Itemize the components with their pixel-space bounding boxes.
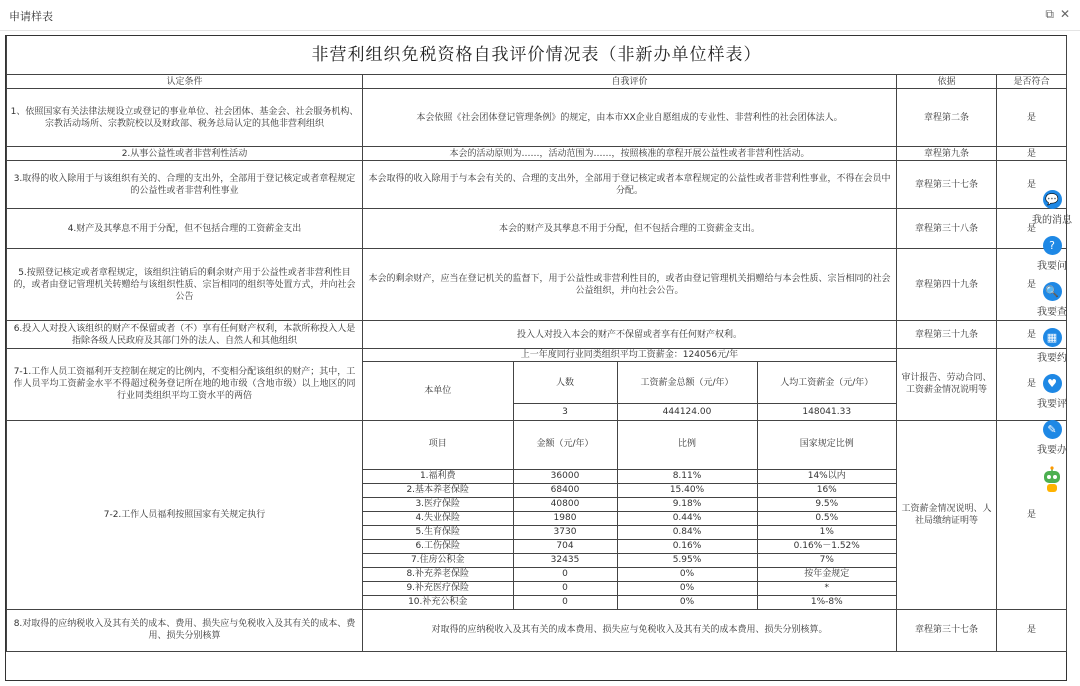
welfare-row — [363, 469, 896, 483]
welfare-amount: 32435 — [513, 553, 617, 567]
welfare-standard: 0.5% — [757, 511, 896, 525]
col-header: 国家规定比例 — [757, 421, 896, 470]
menu-label: 我要查 — [1037, 307, 1067, 318]
basis-cell: 章程第二条 — [897, 89, 997, 147]
menu-label: 我要办 — [1037, 445, 1067, 456]
condition-cell: 4.财产及其孳息不用于分配，但不包括合理的工资薪金支出 — [7, 209, 363, 249]
welfare-row — [363, 567, 896, 581]
compliant-cell: 是 — [997, 249, 1067, 321]
welfare-amount: 0 — [513, 567, 617, 581]
salary-cell — [363, 349, 897, 421]
menu-query[interactable] — [1026, 282, 1078, 318]
welfare-standard: 1% — [757, 525, 896, 539]
avg-salary-value: 148041.33 — [757, 404, 896, 420]
welfare-item: 5.生育保险 — [363, 525, 513, 539]
table-row — [7, 249, 1067, 321]
welfare-item: 4.失业保险 — [363, 511, 513, 525]
search-icon: 🔍 — [1043, 282, 1062, 301]
welfare-row — [363, 483, 896, 497]
col-header: 人均工资薪金（元/年） — [757, 362, 896, 404]
basis-cell: 章程第三十七条 — [897, 161, 997, 209]
welfare-standard: 16% — [757, 483, 896, 497]
header-compliant: 是否符合 — [997, 75, 1067, 89]
compliant-cell: 是 — [997, 161, 1067, 209]
condition-cell: 5.按照登记核定或者章程规定，该组织注销后的剩余财产用于公益性或者非营利性目的，或者由登记管理机关转赠给与该组织性质、宗旨相同的组织等处置方式，并向社会公告 — [7, 249, 363, 321]
condition-cell: 7-2.工作人员福利按照国家有关规定执行 — [7, 420, 363, 609]
welfare-ratio: 15.40% — [617, 483, 757, 497]
menu-label: 我要评 — [1037, 399, 1067, 410]
eval-cell: 本会取得的收入除用于与本会有关的、合理的支出外，全部用于登记核定或者本章程规定的公益性或者非营利性事业，不得在会员中分配。 — [363, 161, 897, 209]
welfare-row — [363, 497, 896, 511]
welfare-row — [363, 539, 896, 553]
eval-cell: 本会依照《社会团体登记管理条例》的规定，由本市XX企业自愿组成的专业性、非营利性的社会团体法人。 — [363, 89, 897, 147]
table-row — [7, 161, 1067, 209]
eval-cell: 本会的财产及其孳息不用于分配，但不包括合理的工资薪金支出。 — [363, 209, 897, 249]
basis-cell: 工资薪金情况说明、人社局缴纳证明等 — [897, 420, 997, 609]
welfare-ratio: 0% — [617, 567, 757, 581]
condition-cell: 8.对取得的应纳税收入及其有关的成本、费用、损失应与免税收入及其有关的成本、费用、损失分别核算 — [7, 609, 363, 651]
sheet-title: 非营利组织免税资格自我评价情况表（非新办单位样表） — [7, 36, 1067, 75]
eval-cell: 本会的活动原则为……，活动范围为……，按照核准的章程开展公益性或者非营利性活动。 — [363, 147, 897, 161]
compliant-cell: 是 — [997, 209, 1067, 249]
restore-icon[interactable]: ⧉ — [1045, 7, 1054, 21]
table-row-7-2 — [7, 420, 1067, 609]
header-condition: 认定条件 — [7, 75, 363, 89]
welfare-item: 9.补充医疗保险 — [363, 581, 513, 595]
col-header: 金额（元/年） — [513, 421, 617, 470]
condition-cell: 1、依照国家有关法律法规设立或登记的事业单位、社会团体、基金会、社会服务机构、宗教活动场所、宗教院校以及财政部、税务总局认定的其他非营利组织 — [7, 89, 363, 147]
welfare-item: 6.工伤保险 — [363, 539, 513, 553]
welfare-subtable — [363, 421, 896, 609]
welfare-row — [363, 511, 896, 525]
col-header: 比例 — [617, 421, 757, 470]
heart-icon: ♥ — [1043, 374, 1062, 393]
basis-cell: 审计报告、劳动合同、工资薪金情况说明等 — [897, 349, 997, 421]
menu-handle[interactable] — [1026, 420, 1078, 456]
welfare-ratio: 0% — [617, 595, 757, 608]
salary-subtable — [363, 349, 896, 420]
col-header: 人数 — [513, 362, 617, 404]
welfare-ratio: 5.95% — [617, 553, 757, 567]
condition-cell: 3.取得的收入除用于与该组织有关的、合理的支出外，全部用于登记核定或者章程规定的公益性或者非营利性事业 — [7, 161, 363, 209]
welfare-amount: 68400 — [513, 483, 617, 497]
eval-cell: 投入人对投入本会的财产不保留或者享有任何财产权利。 — [363, 321, 897, 349]
calendar-icon: ▦ — [1043, 328, 1062, 347]
welfare-amount: 704 — [513, 539, 617, 553]
welfare-amount: 40800 — [513, 497, 617, 511]
menu-appointment[interactable] — [1026, 328, 1078, 364]
question-icon: ? — [1043, 236, 1062, 255]
unit-label: 本单位 — [363, 362, 513, 420]
welfare-amount: 0 — [513, 595, 617, 608]
menu-rate[interactable] — [1026, 374, 1078, 410]
welfare-standard: * — [757, 581, 896, 595]
welfare-item: 1.福利费 — [363, 469, 513, 483]
evaluation-table — [6, 36, 1067, 652]
robot-icon — [1040, 466, 1064, 494]
basis-cell: 章程第九条 — [897, 147, 997, 161]
welfare-item: 10.补充公积金 — [363, 595, 513, 608]
welfare-ratio: 0.16% — [617, 539, 757, 553]
table-row — [7, 147, 1067, 161]
welfare-item: 2.基本养老保险 — [363, 483, 513, 497]
welfare-standard: 按年金规定 — [757, 567, 896, 581]
table-row-7-1 — [7, 349, 1067, 421]
window-titlebar — [0, 0, 1080, 31]
compliant-cell: 是 — [997, 147, 1067, 161]
welfare-row — [363, 525, 896, 539]
window-controls — [1039, 7, 1070, 22]
welfare-ratio: 0.84% — [617, 525, 757, 539]
chat-icon: 💬 — [1043, 190, 1062, 209]
welfare-ratio: 0% — [617, 581, 757, 595]
welfare-ratio: 8.11% — [617, 469, 757, 483]
welfare-ratio: 0.44% — [617, 511, 757, 525]
evaluation-sheet — [5, 35, 1067, 681]
welfare-row — [363, 581, 896, 595]
menu-ask[interactable] — [1026, 236, 1078, 272]
welfare-row — [363, 595, 896, 608]
compliant-cell: 是 — [997, 89, 1067, 147]
col-header: 工资薪金总额（元/年） — [617, 362, 757, 404]
close-icon[interactable]: ✕ — [1059, 7, 1070, 21]
welfare-standard: 1%-8% — [757, 595, 896, 608]
industry-average: 上一年度同行业同类组织平均工资薪金：124056元/年 — [520, 350, 739, 360]
menu-label: 我的消息 — [1032, 215, 1072, 226]
welfare-standard: 7% — [757, 553, 896, 567]
table-row — [7, 609, 1067, 651]
menu-label: 我要约 — [1037, 353, 1067, 364]
welfare-amount: 0 — [513, 581, 617, 595]
basis-cell: 章程第三十七条 — [897, 609, 997, 651]
compliant-cell: 是 — [997, 349, 1067, 421]
headcount-value: 3 — [513, 404, 617, 420]
eval-cell: 本会的剩余财产，应当在登记机关的监督下，用于公益性或非营利性目的，或者由登记管理机关捐赠给与本会性质、宗旨相同的社会公益组织，并向社会公告。 — [363, 249, 897, 321]
col-header: 项目 — [428, 439, 447, 450]
edit-icon: ✎ — [1043, 420, 1062, 439]
condition-cell: 7-1.工作人员工资福利开支控制在规定的比例内，不变相分配该组织的财产；其中，工作人员平均工资薪金水平不得超过税务登记所在地的地市级（含地市级）以上地区的同行业同类组织平均工资水平的两倍 — [7, 349, 363, 421]
welfare-item: 7.住房公积金 — [363, 553, 513, 567]
table-row — [7, 321, 1067, 349]
table-row — [7, 209, 1067, 249]
basis-cell: 章程第三十九条 — [897, 321, 997, 349]
basis-cell: 章程第四十九条 — [897, 249, 997, 321]
welfare-standard: 0.16%－1.52% — [757, 539, 896, 553]
welfare-ratio: 9.18% — [617, 497, 757, 511]
header-self-eval: 自我评价 — [363, 75, 897, 89]
assistant-robot[interactable] — [1026, 466, 1078, 494]
welfare-row — [363, 553, 896, 567]
menu-messages[interactable] — [1026, 190, 1078, 226]
menu-label: 我要问 — [1037, 261, 1067, 272]
eval-cell: 对取得的应纳税收入及其有关的成本费用、损失应与免税收入及其有关的成本费用、损失分别核算。 — [363, 609, 897, 651]
compliant-cell: 是 — [997, 420, 1067, 609]
welfare-standard: 14%以内 — [757, 469, 896, 483]
floating-service-menu — [1026, 190, 1078, 500]
condition-cell: 6.投入人对投入该组织的财产不保留或者（不）享有任何财产权利，本款所称投入人是指除各级人民政府及其部门外的法人、自然人和其他组织 — [7, 321, 363, 349]
window-title: 申请样表 — [9, 10, 53, 23]
basis-cell: 章程第三十八条 — [897, 209, 997, 249]
table-row — [7, 89, 1067, 147]
welfare-standard: 9.5% — [757, 497, 896, 511]
welfare-item: 8.补充养老保险 — [363, 567, 513, 581]
welfare-amount: 1980 — [513, 511, 617, 525]
welfare-cell — [363, 420, 897, 609]
header-basis: 依据 — [897, 75, 997, 89]
welfare-item: 3.医疗保险 — [363, 497, 513, 511]
condition-cell: 2.从事公益性或者非营利性活动 — [7, 147, 363, 161]
compliant-cell: 是 — [997, 609, 1067, 651]
welfare-amount: 36000 — [513, 469, 617, 483]
welfare-amount: 3730 — [513, 525, 617, 539]
compliant-cell: 是 — [997, 321, 1067, 349]
total-salary-value: 444124.00 — [617, 404, 757, 420]
